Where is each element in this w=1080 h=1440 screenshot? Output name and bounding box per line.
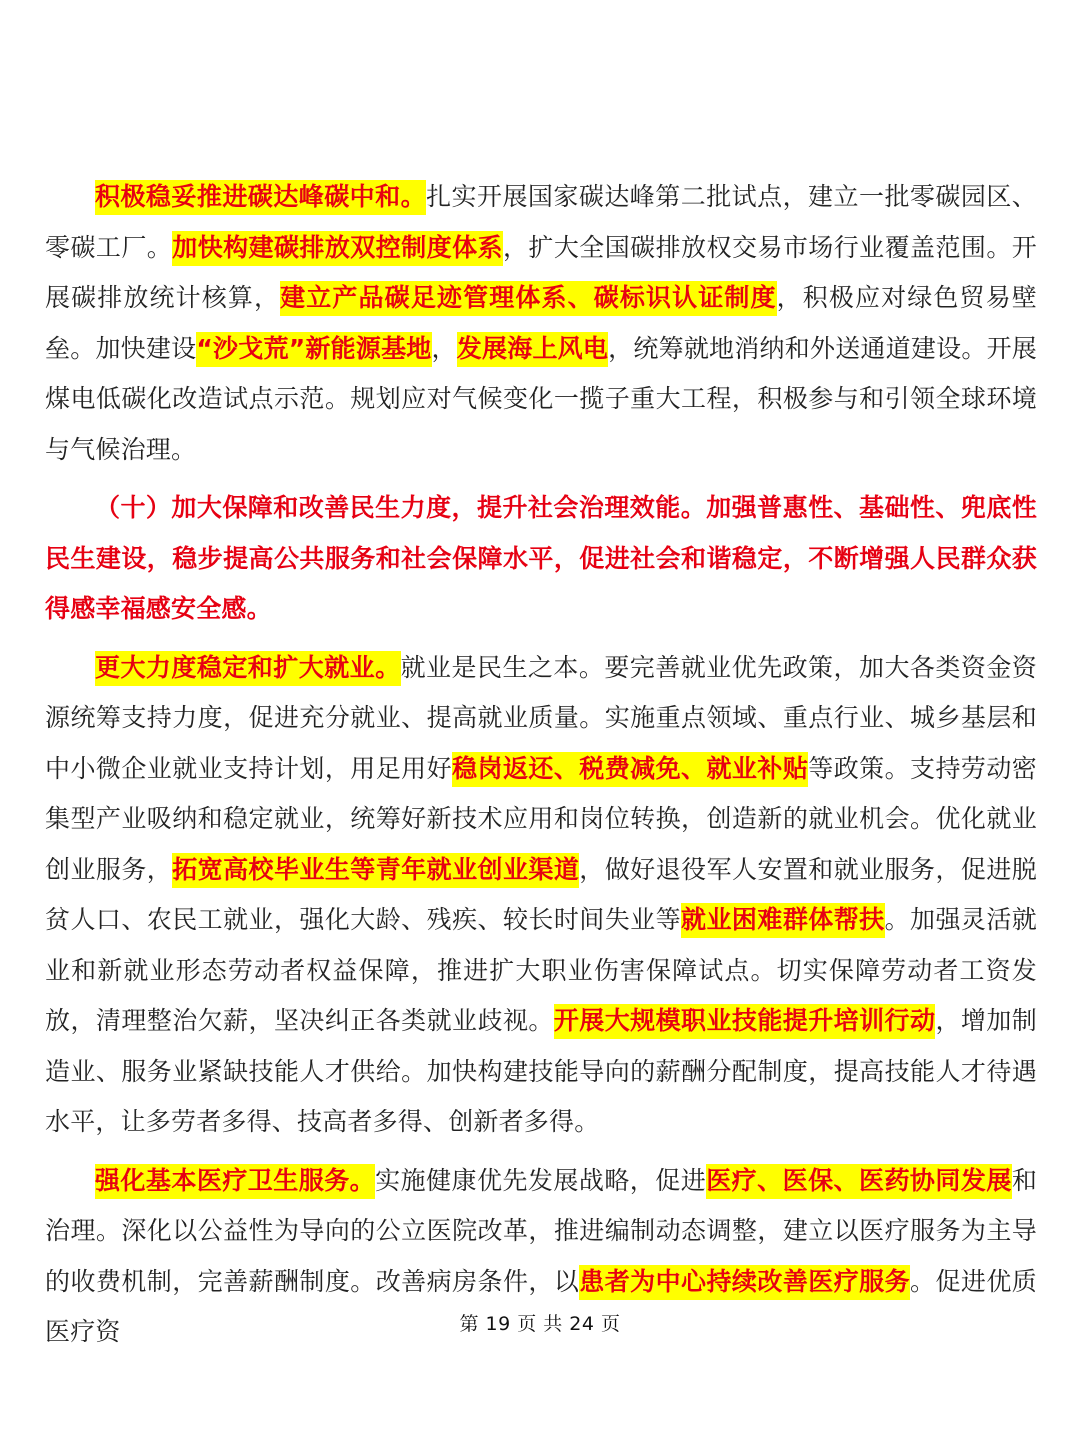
- highlight-phrase: “沙戈荒”新能源基地: [196, 332, 431, 367]
- body-text: ，: [431, 333, 457, 363]
- body-text: 等政策。支持劳动密集型产业吸纳和稳定就业，统筹好新技术应用和岗位转换，创造新的就业机会。优化就业创业服务，: [45, 753, 1037, 884]
- highlight-phrase: 拓宽高校毕业生等青年就业创业渠道: [172, 853, 579, 888]
- highlight-phrase: 就业困难群体帮扶: [681, 903, 885, 938]
- body-text: ，增加制造业、服务业紧缺技能人才供给。加快构建技能导向的薪酬分配制度，提高技能人才待遇水平，让多劳者多得、技高者多得、创新者多得。: [45, 1006, 1037, 1136]
- body-text: 。促进优质医疗资: [45, 1266, 1037, 1346]
- highlight-phrase: 积极稳妥推进碳达峰碳中和。: [95, 180, 426, 215]
- body-text: 扎实开展国家碳达峰第二批试点，建立一批零碳园区、零碳工厂。: [45, 182, 1037, 262]
- highlight-phrase: 更大力度稳定和扩大就业。: [95, 651, 401, 686]
- body-text: 和治理。深化以公益性为导向的公立医院改革，推进编制动态调整，建立以医疗服务为主导的收费机制，完善薪酬制度。改善病房条件，以: [45, 1165, 1038, 1296]
- body-text: 实施健康优先发展战略，促进: [375, 1165, 707, 1195]
- highlight-phrase: 开展大规模职业技能提升培训行动: [554, 1004, 936, 1039]
- highlight-phrase: 稳岗返还、税费减免、就业补贴: [452, 752, 808, 787]
- page-number-footer: 第 19 页 共 24 页: [459, 1313, 621, 1335]
- body-text: ，扩大全国碳排放权交易市场行业覆盖范围。开展碳排放统计核算，: [45, 232, 1037, 312]
- body-text: ，做好退役军人安置和就业服务，促进脱贫人口、农民工就业，强化大龄、残疾、较长时间失业等: [45, 854, 1038, 934]
- highlight-phrase: 建立产品碳足迹管理体系、碳标识认证制度: [280, 281, 776, 316]
- highlight-phrase: 加快构建碳排放双控制度体系: [172, 231, 503, 266]
- body-text: 。加强灵活就业和新就业形态劳动者权益保障，推进扩大职业伤害保障试点。切实保障劳动者工资发放，清理整治欠薪，坚决纠正各类就业歧视。: [45, 905, 1038, 1035]
- section-heading-text: （十）加大保障和改善民生力度，提升社会治理效能。加强普惠性、基础性、兜底性民生建设，稳步提高公共服务和社会保障水平，促进社会和谐稳定，不断增强人民群众获得感幸福感安全感。: [45, 493, 1037, 623]
- body-text: ，积极应对绿色贸易壁垒。加快建设: [45, 283, 1037, 363]
- paragraph-carbon-neutrality: [45, 172, 1037, 475]
- body-text: ，统筹就地消纳和外送通道建设。开展煤电低碳化改造试点示范。规划应对气候变化一揽子重大工程，积极参与和引领全球环境与气候治理。: [45, 333, 1037, 464]
- document-body: [45, 172, 1037, 1366]
- highlight-phrase: 医疗、医保、医药协同发展: [706, 1164, 1012, 1199]
- body-text: 就业是民生之本。要完善就业优先政策，加大各类资金资源统筹支持力度，促进充分就业、提高就业质量。实施重点领域、重点行业、城乡基层和中小微企业就业支持计划，用足用好: [45, 652, 1037, 783]
- highlight-phrase: 患者为中心持续改善医疗服务: [579, 1265, 910, 1300]
- highlight-phrase: 发展海上风电: [457, 332, 608, 367]
- highlight-phrase: 强化基本医疗卫生服务。: [95, 1164, 375, 1199]
- section-heading-ten: [45, 483, 1037, 635]
- paragraph-employment: [45, 643, 1037, 1148]
